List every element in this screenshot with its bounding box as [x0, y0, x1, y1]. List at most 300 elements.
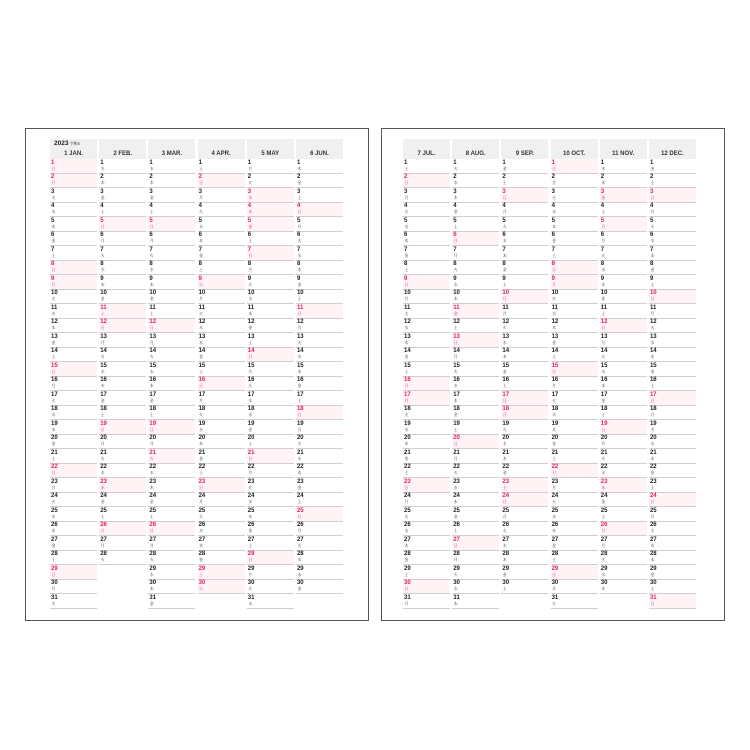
month-header	[551, 139, 598, 159]
day-row	[600, 391, 647, 406]
day-row	[649, 362, 696, 377]
day-row	[452, 203, 499, 218]
day-row	[148, 536, 195, 551]
day-number: 5	[404, 217, 408, 224]
weekday-label: 日	[404, 282, 409, 287]
weekday-label: 木	[297, 572, 302, 577]
day-number: 1	[502, 159, 506, 166]
weekday-label: 木	[297, 268, 302, 272]
weekday-label: 水	[601, 166, 606, 171]
weekday-label: 日	[502, 297, 507, 301]
day-number: 26	[149, 522, 157, 528]
weekday-label: 日	[199, 587, 203, 591]
day-number: 27	[404, 536, 411, 543]
weekday-label: 火	[552, 500, 556, 504]
weekday-label: 水	[502, 442, 507, 446]
day-row	[551, 435, 598, 450]
day-number: 3	[502, 188, 506, 195]
day-row	[501, 478, 548, 493]
weekday-label: 月	[100, 543, 105, 548]
weekday-label: 火	[453, 471, 458, 475]
day-row	[452, 493, 499, 508]
day-row	[649, 377, 696, 392]
day-number: 3	[198, 188, 202, 195]
day-number: 4	[551, 203, 555, 209]
day-number: 27	[198, 536, 206, 543]
weekday-label: 日	[650, 297, 655, 301]
weekday-label: 日	[601, 326, 606, 330]
day-row	[403, 435, 450, 450]
day-number: 14	[247, 348, 255, 354]
month-column	[452, 139, 499, 609]
day-row	[600, 333, 647, 348]
day-row	[501, 333, 548, 348]
day-number: 15	[453, 362, 460, 369]
day-number: 23	[51, 478, 58, 485]
day-row	[649, 203, 696, 218]
day-number: 2	[404, 174, 408, 180]
day-number: 1	[649, 159, 654, 166]
weekday-label: 水	[100, 268, 105, 272]
day-number: 26	[551, 522, 559, 528]
day-row	[50, 580, 97, 595]
day-number: 2	[502, 174, 506, 180]
weekday-label: 金	[297, 181, 302, 185]
day-row	[600, 522, 647, 537]
weekday-label: 木	[51, 326, 56, 330]
day-row	[403, 493, 450, 508]
day-row	[198, 565, 245, 580]
day-number: 11	[247, 304, 255, 311]
day-number: 1	[404, 159, 408, 166]
month-label: 3 MAR.	[161, 151, 183, 157]
day-number: 3	[296, 188, 301, 195]
day-row	[50, 188, 97, 203]
day-number: 19	[502, 420, 510, 427]
day-row	[501, 449, 548, 464]
month-label: 10 OCT.	[563, 151, 586, 157]
weekday-label: 水	[248, 398, 253, 403]
day-number: 12	[649, 319, 657, 325]
day-row	[198, 232, 245, 247]
weekday-label: 日	[297, 413, 302, 417]
weekday-label: 土	[149, 514, 154, 519]
weekday-label: 日	[552, 166, 556, 171]
day-row	[649, 319, 696, 334]
weekday-label: 水	[149, 268, 154, 272]
day-row	[551, 217, 598, 232]
day-row	[99, 261, 146, 276]
day-row	[649, 159, 696, 174]
day-number: 15	[149, 362, 157, 369]
day-number: 4	[502, 203, 506, 209]
day-row	[247, 362, 294, 377]
day-row	[403, 406, 450, 421]
weekday-label: 金	[404, 456, 409, 461]
weekday-label: 火	[650, 529, 655, 533]
day-row	[551, 493, 598, 508]
day-number: 28	[198, 551, 206, 557]
day-row	[501, 580, 548, 595]
weekday-label: 木	[552, 224, 556, 229]
empty-day-row	[296, 594, 343, 609]
day-number: 29	[502, 565, 510, 572]
day-number: 9	[296, 275, 301, 282]
day-number: 8	[296, 261, 301, 267]
day-number: 20	[296, 435, 304, 441]
day-number: 17	[51, 391, 58, 398]
day-row	[148, 406, 195, 421]
day-row	[551, 420, 598, 435]
day-row	[99, 188, 146, 203]
weekday-label: 木	[297, 369, 302, 374]
weekday-label: 火	[248, 587, 253, 591]
weekday-label: 木	[248, 413, 253, 417]
day-row	[551, 377, 598, 392]
day-number: 13	[247, 333, 255, 340]
day-row	[148, 580, 195, 595]
weekday-label: 土	[552, 253, 556, 258]
weekday-label: 日	[502, 500, 507, 504]
weekday-label: 金	[453, 413, 458, 417]
day-row	[452, 304, 499, 319]
weekday-label: 木	[297, 166, 302, 171]
day-number: 12	[51, 319, 58, 325]
weekday-label: 水	[552, 210, 556, 214]
month-column	[148, 139, 195, 609]
day-row	[247, 493, 294, 508]
day-row	[403, 551, 450, 566]
day-row	[296, 246, 343, 261]
day-number: 20	[502, 435, 510, 441]
weekday-label: 水	[404, 326, 409, 330]
day-number: 21	[600, 449, 608, 456]
weekday-label: 土	[248, 543, 253, 548]
weekday-label: 金	[650, 471, 655, 475]
weekday-label: 月	[650, 413, 655, 417]
weekday-label: 月	[149, 543, 154, 548]
weekday-label: 火	[650, 427, 655, 432]
day-number: 6	[551, 232, 555, 238]
day-row	[247, 275, 294, 290]
weekday-label: 木	[502, 253, 507, 258]
day-row	[551, 159, 598, 174]
day-number: 29	[296, 565, 304, 572]
weekday-label: 火	[453, 572, 458, 577]
weekday-label: 火	[650, 224, 655, 229]
day-number: 26	[296, 522, 304, 528]
weekday-label: 水	[51, 210, 56, 214]
day-row	[99, 333, 146, 348]
day-row	[148, 246, 195, 261]
weekday-label: 金	[453, 514, 458, 519]
day-number: 24	[453, 493, 460, 499]
weekday-label: 土	[248, 442, 253, 446]
weekday-label: 水	[453, 181, 458, 185]
day-row	[551, 174, 598, 189]
weekday-label: 水	[650, 442, 655, 446]
day-row	[403, 565, 450, 580]
day-number: 24	[100, 493, 107, 499]
weekday-label: 日	[502, 398, 507, 403]
day-row	[247, 406, 294, 421]
day-number: 9	[149, 275, 153, 282]
weekday-label: 火	[601, 456, 606, 461]
day-number: 27	[600, 536, 608, 543]
weekday-label: 月	[404, 297, 409, 301]
weekday-label: 金	[650, 369, 655, 374]
day-row	[649, 551, 696, 566]
day-number: 22	[100, 464, 107, 470]
weekday-label: 日	[100, 529, 105, 533]
weekday-label: 木	[100, 282, 105, 287]
day-row	[148, 551, 195, 566]
day-row	[600, 319, 647, 334]
day-number: 9	[551, 275, 555, 282]
day-number: 1	[51, 159, 55, 166]
month-header	[148, 139, 195, 159]
day-number: 25	[600, 507, 608, 514]
day-number: 7	[247, 246, 252, 253]
day-number: 22	[404, 464, 411, 470]
day-row	[148, 232, 195, 247]
day-row	[247, 594, 294, 609]
day-number: 12	[502, 319, 510, 325]
weekday-label: 月	[502, 311, 507, 316]
day-row	[50, 348, 97, 363]
day-row	[649, 217, 696, 232]
day-number: 24	[600, 493, 608, 499]
day-number: 6	[649, 232, 654, 238]
weekday-label: 金	[552, 340, 556, 345]
day-number: 23	[502, 478, 510, 485]
day-number: 25	[149, 507, 157, 514]
day-number: 7	[149, 246, 153, 253]
day-number: 8	[247, 261, 252, 267]
day-row	[148, 174, 195, 189]
day-number: 16	[149, 377, 157, 383]
day-row	[501, 507, 548, 522]
weekday-label: 日	[199, 282, 203, 287]
day-number: 22	[649, 464, 657, 470]
weekday-label: 日	[248, 253, 253, 258]
weekday-label: 土	[601, 311, 606, 316]
weekday-label: 月	[453, 355, 458, 359]
day-row	[296, 275, 343, 290]
day-number: 13	[51, 333, 58, 340]
day-row	[452, 290, 499, 305]
day-row	[551, 406, 598, 421]
weekday-label: 木	[100, 485, 105, 490]
weekday-label: 水	[297, 355, 302, 359]
weekday-label: 水	[552, 413, 556, 417]
day-number: 15	[502, 362, 510, 369]
day-number: 5	[453, 217, 457, 224]
weekday-label: 木	[149, 384, 154, 388]
day-number: 10	[453, 290, 460, 296]
day-row	[501, 522, 548, 537]
day-row	[296, 449, 343, 464]
day-row	[296, 377, 343, 392]
day-number: 23	[296, 478, 304, 485]
day-number: 12	[404, 319, 411, 325]
day-row	[296, 435, 343, 450]
weekday-label: 金	[248, 427, 253, 432]
weekday-label: 日	[199, 181, 203, 185]
day-row	[99, 232, 146, 247]
day-number: 6	[404, 232, 408, 238]
day-number: 17	[247, 391, 255, 398]
day-row	[649, 290, 696, 305]
weekday-label: 木	[650, 253, 655, 258]
day-number: 14	[100, 348, 107, 354]
weekday-label: 土	[248, 340, 253, 345]
weekday-label: 月	[404, 195, 409, 200]
month-column	[403, 139, 450, 609]
weekday-label: 木	[650, 355, 655, 359]
weekday-label: 月	[650, 514, 655, 519]
day-row	[50, 159, 97, 174]
day-row	[600, 290, 647, 305]
day-number: 1	[198, 159, 202, 166]
weekday-label: 水	[601, 471, 606, 475]
weekday-label: 土	[601, 514, 606, 519]
day-number: 9	[51, 275, 55, 282]
day-number: 19	[51, 420, 58, 427]
day-number: 25	[296, 507, 304, 514]
weekday-label: 木	[100, 384, 105, 388]
weekday-label: 月	[51, 384, 56, 388]
day-number: 9	[247, 275, 252, 282]
weekday-label: 木	[453, 195, 458, 200]
day-number: 5	[502, 217, 506, 224]
weekday-label: 土	[149, 311, 154, 316]
day-row	[649, 522, 696, 537]
month-header	[99, 139, 146, 159]
day-number: 31	[404, 594, 411, 601]
weekday-label: 月	[51, 282, 56, 287]
weekday-label: 月	[552, 485, 556, 490]
day-row	[551, 246, 598, 261]
day-number: 11	[551, 304, 558, 311]
day-number: 16	[453, 377, 460, 383]
day-row	[403, 203, 450, 218]
weekday-label: 水	[248, 297, 253, 301]
day-number: 22	[600, 464, 608, 470]
month-column	[649, 139, 696, 609]
day-number: 2	[600, 174, 605, 180]
day-number: 25	[404, 507, 411, 514]
weekday-label: 月	[297, 326, 302, 330]
weekday-label: 火	[199, 514, 203, 519]
day-row	[50, 203, 97, 218]
weekday-label: 土	[502, 485, 507, 490]
weekday-label: 日	[453, 239, 458, 243]
day-number: 5	[51, 217, 55, 224]
day-row	[403, 391, 450, 406]
day-row	[50, 420, 97, 435]
day-row	[452, 377, 499, 392]
weekday-label: 月	[552, 384, 556, 388]
weekday-label: 木	[650, 558, 655, 562]
day-number: 18	[649, 406, 657, 412]
weekday-label: 月	[502, 210, 507, 214]
day-number: 22	[149, 464, 157, 470]
weekday-label: 金	[502, 268, 507, 272]
day-row	[649, 478, 696, 493]
day-row	[452, 580, 499, 595]
day-row	[452, 406, 499, 421]
day-row	[198, 362, 245, 377]
day-row	[247, 217, 294, 232]
day-number: 17	[502, 391, 510, 398]
day-row	[50, 217, 97, 232]
weekday-label: 金	[297, 485, 302, 490]
day-row	[296, 217, 343, 232]
day-row	[50, 246, 97, 261]
day-number: 23	[649, 478, 657, 485]
day-number: 20	[149, 435, 157, 441]
weekday-label: 木	[248, 210, 253, 214]
day-number: 10	[404, 290, 411, 296]
weekday-label: 月	[248, 268, 253, 272]
day-row	[452, 536, 499, 551]
weekday-label: 木	[199, 340, 203, 345]
day-number: 28	[100, 551, 107, 557]
day-number: 1	[453, 159, 457, 166]
weekday-label: 水	[404, 529, 409, 533]
day-row	[99, 391, 146, 406]
day-number: 11	[453, 304, 460, 311]
day-row	[50, 406, 97, 421]
day-row	[600, 203, 647, 218]
day-row	[99, 449, 146, 464]
day-row	[600, 507, 647, 522]
month-columns-left	[50, 139, 345, 609]
day-number: 12	[600, 319, 608, 325]
weekday-label: 月	[453, 253, 458, 258]
day-number: 24	[649, 493, 657, 499]
day-row	[452, 449, 499, 464]
day-number: 6	[100, 232, 104, 238]
day-row	[99, 319, 146, 334]
day-number: 23	[453, 478, 460, 485]
day-row	[551, 261, 598, 276]
month-columns-right	[403, 139, 698, 609]
day-number: 10	[502, 290, 510, 296]
day-row	[551, 522, 598, 537]
day-row	[50, 594, 97, 609]
day-number: 9	[502, 275, 506, 282]
day-row	[600, 435, 647, 450]
day-row	[198, 464, 245, 479]
day-row	[198, 319, 245, 334]
day-row	[148, 493, 195, 508]
day-row	[198, 493, 245, 508]
day-row	[600, 565, 647, 580]
day-number: 15	[551, 362, 559, 369]
day-row	[50, 319, 97, 334]
weekday-label: 金	[199, 558, 203, 562]
day-number: 6	[453, 232, 457, 238]
day-row	[148, 420, 195, 435]
empty-day-row	[501, 594, 548, 609]
weekday-label: 日	[404, 181, 409, 185]
day-row	[501, 420, 548, 435]
day-number: 17	[100, 391, 107, 398]
day-row	[600, 551, 647, 566]
day-number: 29	[551, 565, 559, 572]
